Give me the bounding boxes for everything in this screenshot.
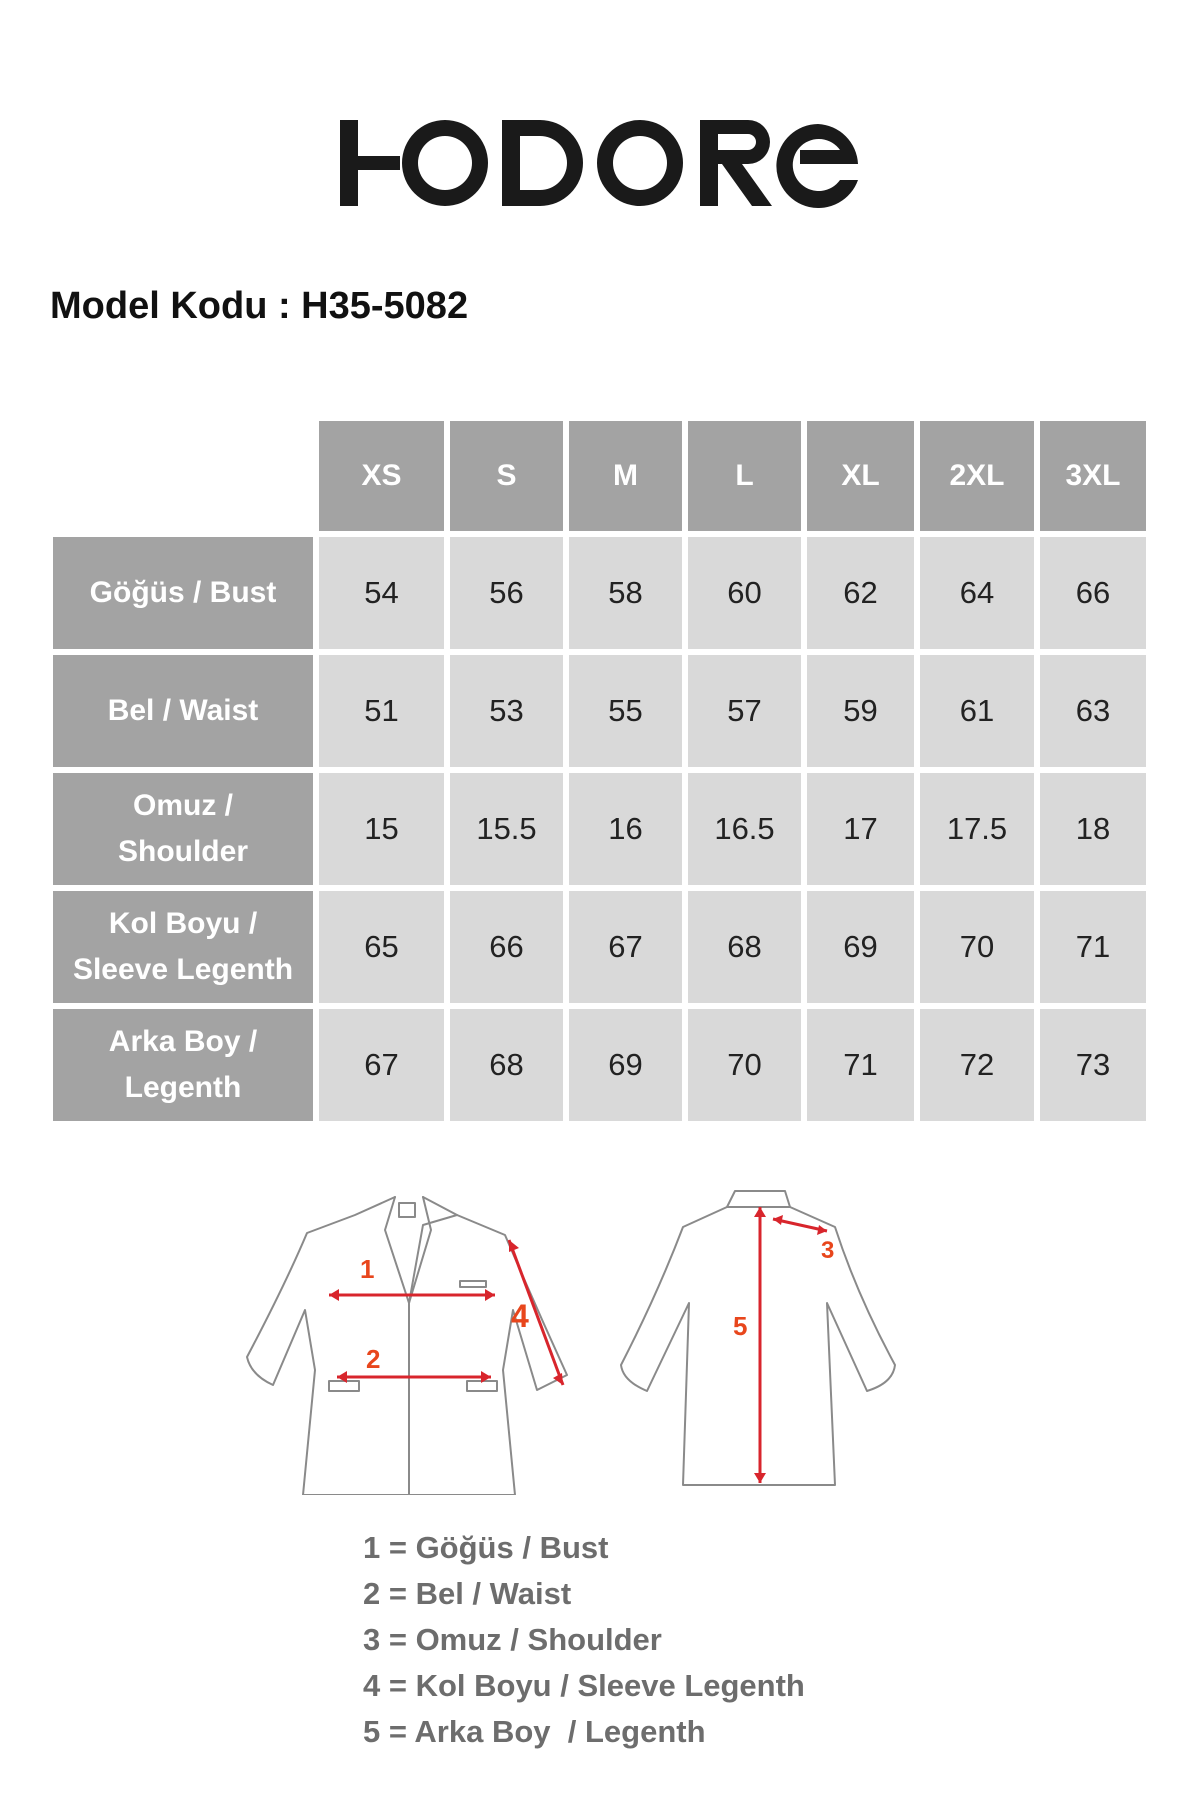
corner-cell [53,421,313,531]
size-header: XL [807,421,914,531]
table-cell: 18 [1040,773,1146,885]
table-cell: 16.5 [688,773,801,885]
table-cell: 58 [569,537,682,649]
table-cell: 72 [920,1009,1034,1121]
table-cell: 51 [319,655,444,767]
legend-item: 3 = Omuz / Shoulder [363,1622,662,1657]
table-cell: 53 [450,655,563,767]
table-cell: 71 [807,1009,914,1121]
table-cell: 73 [1040,1009,1146,1121]
table-row-waist [53,655,1146,767]
table-cell: 56 [450,537,563,649]
legend-item: 5 = Arka Boy / Legenth [363,1714,706,1749]
brand-logo [340,118,860,208]
back-jacket-drawing [621,1191,895,1485]
model-code: Model Kodu : H35-5082 [50,285,469,327]
marker-1: 1 [360,1254,375,1284]
table-row-bust [53,537,1146,649]
table-cell: 70 [688,1009,801,1121]
table-cell: 63 [1040,655,1146,767]
size-header: M [569,421,682,531]
row-label: Göğüs / Bust [53,537,313,649]
table-cell: 66 [1040,537,1146,649]
table-cell: 62 [807,537,914,649]
legend-item: 1 = Göğüs / Bust [363,1530,609,1565]
marker-4: 4 [511,1298,529,1334]
table-cell: 70 [920,891,1034,1003]
table-row-sleeve [53,891,1146,1003]
size-header: XS [319,421,444,531]
marker-5: 5 [733,1311,748,1341]
table-cell: 67 [319,1009,444,1121]
table-cell: 66 [450,891,563,1003]
table-cell: 60 [688,537,801,649]
size-chart-table [47,415,1152,1127]
table-cell: 69 [569,1009,682,1121]
table-cell: 54 [319,537,444,649]
table-cell: 55 [569,655,682,767]
table-cell: 68 [688,891,801,1003]
size-header: 2XL [920,421,1034,531]
table-cell: 65 [319,891,444,1003]
table-cell: 61 [920,655,1034,767]
table-cell: 59 [807,655,914,767]
table-row-shoulder [53,773,1146,885]
legend-item: 2 = Bel / Waist [363,1576,572,1611]
table-cell: 15.5 [450,773,563,885]
table-cell: 64 [920,537,1034,649]
row-label: Bel / Waist [53,655,313,767]
legend-item: 4 = Kol Boyu / Sleeve Legenth [363,1668,805,1703]
table-cell: 69 [807,891,914,1003]
table-cell: 17.5 [920,773,1034,885]
marker-3: 3 [821,1237,835,1264]
row-label: Kol Boyu / Sleeve Legenth [53,891,313,1003]
marker-2: 2 [366,1344,381,1374]
size-header: L [688,421,801,531]
row-label: Arka Boy / Legenth [53,1009,313,1121]
table-cell: 16 [569,773,682,885]
measurement-legend [363,1525,805,1755]
table-cell: 15 [319,773,444,885]
size-header: 3XL [1040,421,1146,531]
table-cell: 71 [1040,891,1146,1003]
table-cell: 68 [450,1009,563,1121]
row-label: Omuz / Shoulder [53,773,313,885]
table-cell: 57 [688,655,801,767]
size-header-row [53,421,1146,531]
front-jacket-drawing [247,1197,567,1495]
length-measure-line [754,1207,766,1483]
jacket-measurement-diagram [245,1185,960,1495]
table-cell: 67 [569,891,682,1003]
size-header: S [450,421,563,531]
table-row-length [53,1009,1146,1121]
table-cell: 17 [807,773,914,885]
shoulder-measure-line [773,1215,827,1235]
